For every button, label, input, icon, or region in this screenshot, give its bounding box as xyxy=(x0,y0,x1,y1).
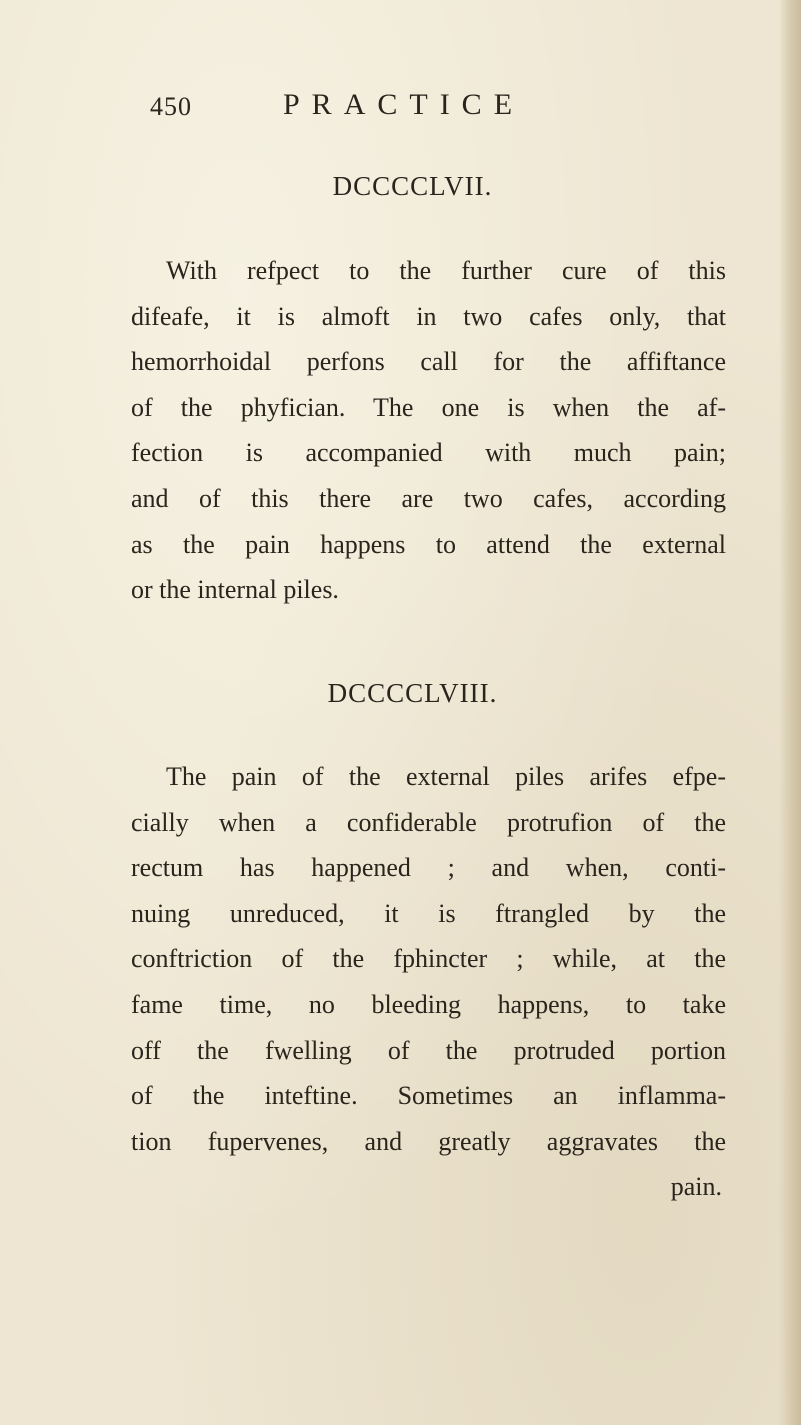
text-line: as the pain happens to attend the external xyxy=(131,529,726,559)
page-edge-shadow xyxy=(779,0,801,1425)
text-line: tion fupervenes, and greatly aggravates the xyxy=(131,1126,726,1156)
running-head: PRACTICE xyxy=(283,88,525,121)
section-paragraph-958 xyxy=(131,754,726,1210)
text-line: of the inteftine. Sometimes an inflamma- xyxy=(131,1081,726,1111)
text-line: conftriction of the fphincter ; while, at the xyxy=(131,944,726,974)
text-line: of the phyfician. The one is when the af- xyxy=(131,392,726,422)
text-line: or the internal piles. xyxy=(131,575,339,605)
page-header xyxy=(0,88,801,128)
section-heading-958: DCCCCLVIII. xyxy=(327,678,498,708)
text-line: off the fwelling of the protruded portion xyxy=(131,1035,726,1065)
text-line: cially when a confiderable protrufion of the xyxy=(131,807,726,837)
text-line: difeafe, it is almoft in two cafes only, that xyxy=(131,301,726,331)
text-line: The pain of the external piles arifes efpe- xyxy=(166,762,726,791)
text-line: nuing unreduced, it is ftrangled by the xyxy=(131,898,726,928)
text-line: and of this there are two cafes, according xyxy=(131,483,726,513)
page-number: 450 xyxy=(150,92,192,121)
text-line: fection is accompanied with much pain; xyxy=(131,438,726,468)
text-line: pain. xyxy=(670,1172,722,1202)
text-line: With refpect to the further cure of this xyxy=(166,256,726,285)
text-line: rectum has happened ; and when, conti- xyxy=(131,853,726,883)
text-line: hemorrhoidal perfons call for the affiftance xyxy=(131,347,726,377)
section-paragraph-957 xyxy=(131,248,726,613)
text-line: fame time, no bleeding happens, to take xyxy=(131,989,726,1019)
section-heading-957: DCCCCLVII. xyxy=(332,171,493,201)
